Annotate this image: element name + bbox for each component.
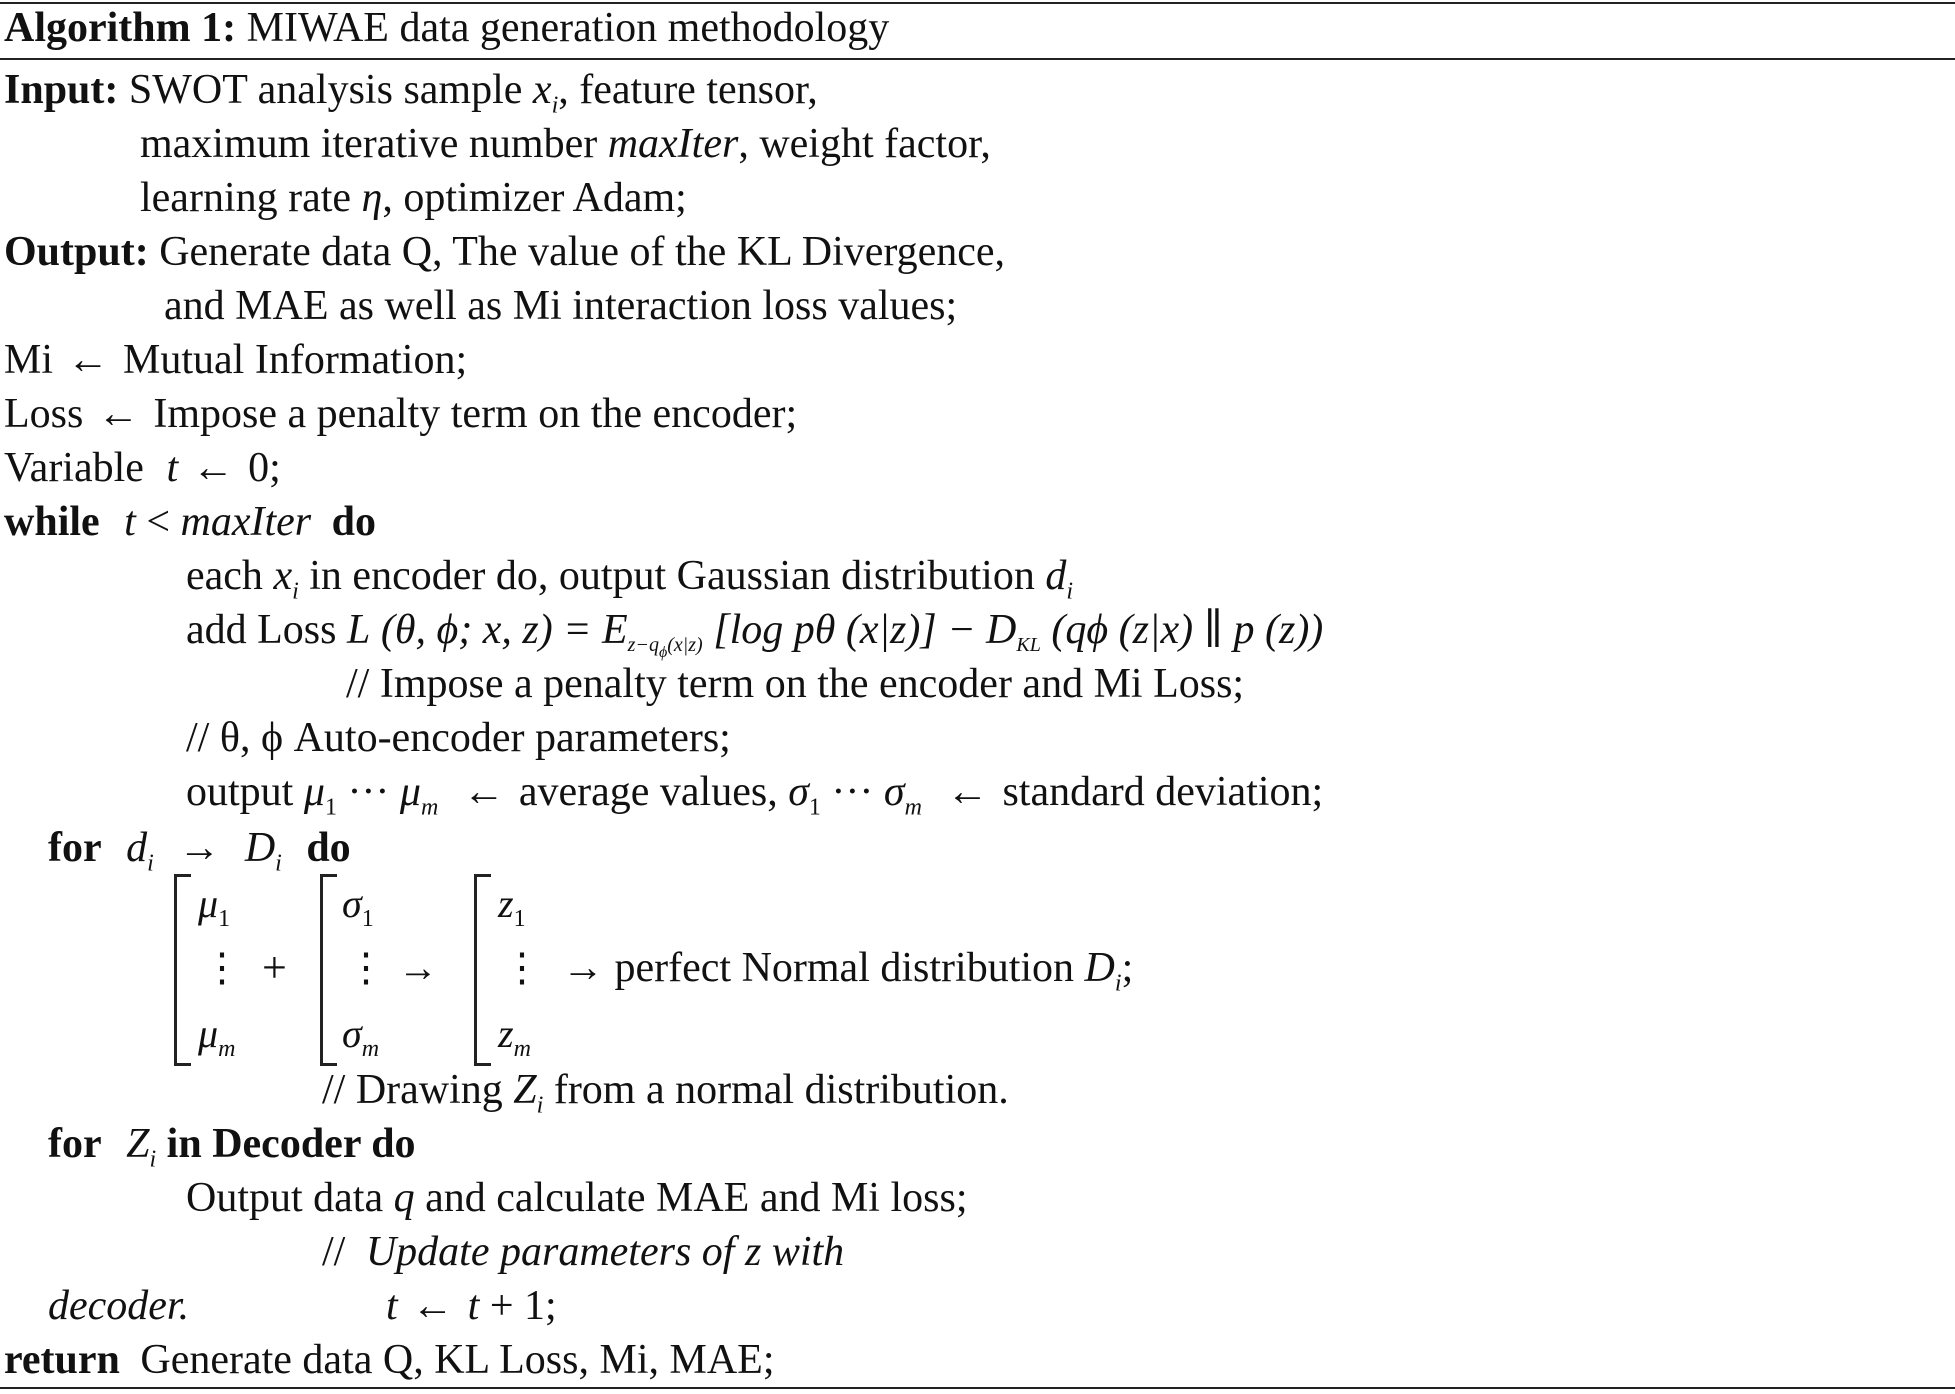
algorithm-label: Algorithm 1: [4, 5, 237, 51]
expectation-subscript: z−q [627, 634, 659, 656]
var-maxiter: maxIter [180, 499, 312, 545]
comment-text: // θ, ϕ Auto-encoder parameters; [186, 715, 731, 761]
input-text: learning rate [140, 175, 362, 221]
comment-params [186, 712, 731, 764]
assign-loss [4, 388, 797, 440]
mi-rhs: Mutual Information; [123, 337, 468, 383]
right-arrow-icon: → [178, 825, 221, 871]
output-text: standard deviation; [1002, 769, 1324, 815]
output-keyword: Output: [4, 229, 149, 275]
output-line-2 [164, 280, 957, 332]
var-x: x [273, 553, 293, 599]
var-t: t [386, 1283, 398, 1329]
left-bracket-mu [174, 874, 191, 1066]
z-vdots: ⋮ [502, 945, 542, 990]
output-text: output [186, 769, 294, 815]
var-E: E [602, 607, 628, 653]
output-text: and calculate MAE and Mi loss; [425, 1175, 968, 1221]
var-rhs: 0; [248, 445, 281, 491]
do-keyword: do [331, 499, 377, 545]
input-line-2 [140, 118, 991, 170]
right-arrow-icon: → [562, 945, 604, 991]
increment-t [386, 1280, 557, 1332]
left-arrow-icon: ← [462, 769, 505, 815]
var-D: D [1084, 945, 1115, 991]
var-q: q [393, 1175, 415, 1221]
return-line [4, 1334, 775, 1386]
for-keyword: for [48, 1121, 102, 1167]
input-line-3 [140, 172, 687, 224]
loss-end: (qϕ (z|x) ∥ p (z)) [1051, 607, 1324, 653]
sub-1: 1 [808, 794, 821, 821]
left-arrow-icon: ← [67, 337, 110, 383]
dots: ··· [831, 769, 874, 815]
left-arrow-icon: ← [946, 769, 989, 815]
sub-i: i [536, 1092, 544, 1119]
sigma-vdots: ⋮ [346, 945, 386, 990]
output-text: Generate data Q, The value of the KL Divergence, [159, 229, 1006, 275]
mi-lhs: Mi [4, 337, 54, 383]
var-d: d [126, 825, 148, 871]
each-text: each [186, 553, 263, 599]
comment-slash: // [322, 1229, 346, 1275]
input-text: , feature tensor, [558, 67, 818, 113]
input-keyword: Input: [4, 67, 119, 113]
var-sigma: σ [883, 769, 905, 815]
each-line [186, 550, 1074, 605]
mu-m: $\mu_m$ [198, 1011, 236, 1062]
output-text: Output data [186, 1175, 394, 1221]
return-keyword: return [4, 1337, 120, 1383]
sub-1: 1 [324, 794, 337, 821]
sub-i: i [275, 850, 282, 877]
sub-i: i [1114, 970, 1122, 997]
each-text: in encoder do, output Gaussian distribution [309, 553, 1035, 599]
left-arrow-icon: ← [97, 391, 140, 437]
sub-m: m [904, 794, 922, 821]
sub-m: m [421, 794, 439, 821]
left-arrow-icon: ← [411, 1283, 454, 1329]
sigma-1: $\sigma_1$ [342, 881, 374, 932]
var-t: t [124, 499, 136, 545]
comment-text: from a normal distribution. [543, 1067, 1009, 1113]
comment-penalty [346, 658, 1244, 710]
var-eta: η [361, 175, 383, 221]
matrix-equation [172, 874, 1272, 1064]
z-m: $z_m$ [498, 1011, 531, 1062]
sub-i: i [1066, 578, 1074, 605]
expectation-subscript-phi: ϕ [658, 644, 668, 661]
input-text: , weight factor, [738, 121, 991, 167]
var-t: t [166, 445, 179, 491]
bottom-rule [0, 1387, 1955, 1389]
left-bracket-z [474, 874, 491, 1066]
comment-continuation: decoder. [48, 1283, 190, 1329]
var-D: D [244, 825, 276, 871]
var-mu: μ [303, 769, 325, 815]
loss-args: (θ, ϕ; x, z) = [380, 607, 603, 653]
for-keyword: for [48, 825, 102, 871]
comment-text: Update parameters of z with [365, 1229, 845, 1275]
right-arrow-icon: → [398, 945, 438, 990]
matrix-result [562, 945, 1134, 997]
header-rule [0, 58, 1955, 60]
increment-rhs: + 1; [489, 1283, 557, 1329]
comment-update [322, 1226, 844, 1278]
loss-middle: [log pθ (x|z)] − D [713, 607, 1017, 653]
var-x: x [532, 67, 552, 113]
output-q-line [186, 1172, 968, 1224]
while-keyword: while [4, 499, 100, 545]
plus-sign: + [262, 943, 287, 992]
return-text: Generate data Q, KL Loss, Mi, MAE; [140, 1337, 775, 1383]
add-loss-text: add Loss [186, 607, 337, 653]
algorithm-header [4, 2, 889, 54]
input-text: SWOT analysis sample [128, 67, 523, 113]
var-t: t [467, 1283, 480, 1329]
do-keyword: do [306, 825, 351, 871]
var-maxiter: maxIter [607, 121, 739, 167]
assign-variable [4, 442, 281, 494]
dots: ··· [347, 769, 390, 815]
mu-1: $\mu_1$ [198, 881, 231, 932]
left-bracket-sigma [320, 874, 337, 1066]
result-text: perfect Normal distribution [614, 945, 1075, 991]
var-lhs: Variable [4, 445, 144, 491]
assign-mi [4, 334, 467, 386]
var-Z: Z [513, 1067, 537, 1113]
z-1: $z_1$ [498, 881, 526, 932]
loss-lhs: Loss [4, 391, 84, 437]
kl-subscript: KL [1016, 634, 1041, 656]
input-line-1 [4, 64, 818, 119]
var-Z: Z [126, 1121, 150, 1167]
less-than: < [146, 499, 171, 545]
while-line [4, 496, 376, 548]
output-line-1 [4, 226, 1005, 278]
sub-i: i [292, 578, 299, 605]
var-L: L [347, 607, 371, 653]
sigma-m: $\sigma_m$ [342, 1011, 380, 1062]
comment-drawing [322, 1064, 1009, 1119]
semicolon: ; [1121, 945, 1134, 991]
left-arrow-icon: ← [192, 445, 235, 491]
in-decoder-keyword: in Decoder do [166, 1121, 416, 1167]
decoder-increment-line [48, 1280, 189, 1332]
input-text: maximum iterative number [140, 121, 608, 167]
var-mu: μ [399, 769, 421, 815]
output-text: and MAE as well as Mi interaction loss values; [164, 283, 958, 329]
sub-i: i [147, 850, 154, 877]
var-sigma: σ [788, 769, 809, 815]
var-d: d [1045, 553, 1067, 599]
comment-text: // Drawing [322, 1067, 503, 1113]
output-text: average values, [518, 769, 778, 815]
sub-i: i [149, 1146, 157, 1173]
for-d-line [48, 822, 351, 877]
input-text: , optimizer Adam; [382, 175, 687, 221]
comment-text: // Impose a penalty term on the encoder and Mi Loss; [346, 661, 1245, 707]
output-mu-line [186, 766, 1324, 821]
expectation-subscript-cond: (x|z) [667, 634, 703, 656]
for-z-line [48, 1118, 416, 1173]
sub-i: i [551, 92, 559, 119]
algorithm-title: MIWAE data generation methodology [246, 5, 890, 51]
loss-rhs: Impose a penalty term on the encoder; [153, 391, 798, 437]
mu-vdots: ⋮ [202, 945, 242, 990]
